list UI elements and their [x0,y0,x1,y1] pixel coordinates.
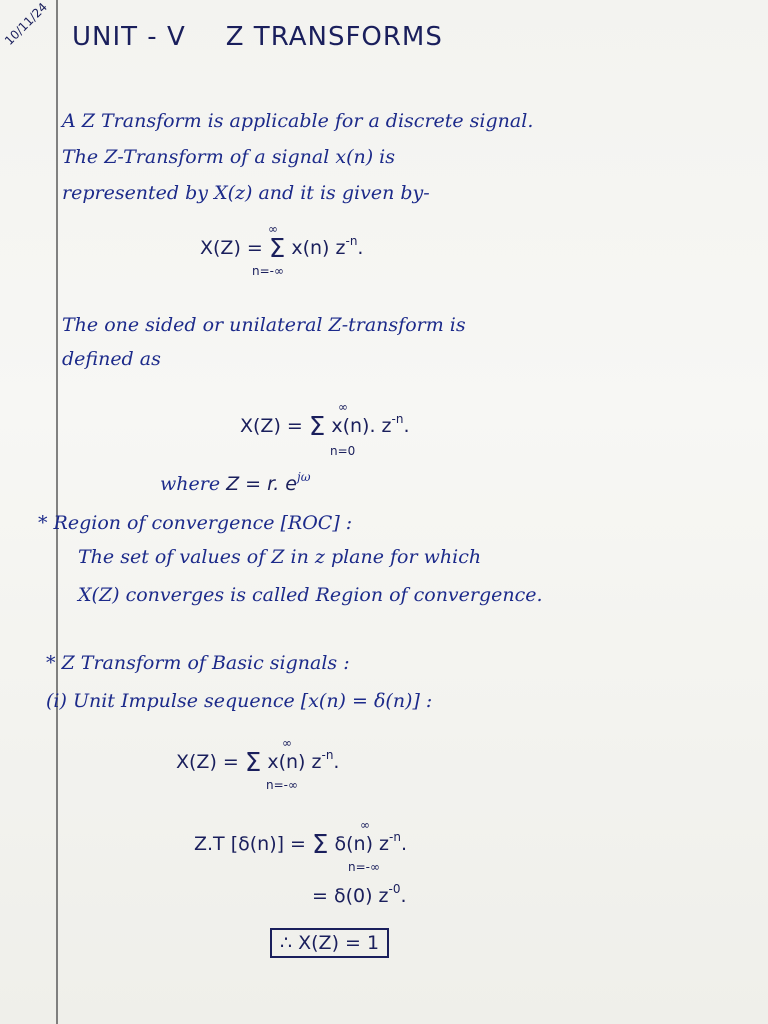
eq1-upper-limit: ∞ [268,222,278,236]
impulse-eq-2 [194,830,407,860]
eq2-upper-limit: ∞ [338,400,348,414]
eq1-exponent: -n [345,234,358,248]
eq1-end: . [357,237,364,259]
date-note: 10/11/24 [2,0,51,48]
eq2-exponent: -n [391,412,404,426]
eq5-text: = δ(0) z [312,885,389,907]
eq1-rhs: x(n) z [291,237,346,259]
eq2-rhs: x(n). z [331,415,392,437]
eq2-end: . [403,415,410,437]
eq3-rhs: x(n) z [267,751,322,773]
unit-label: UNIT - V [72,22,186,52]
where-exponent: jω [296,470,311,484]
eq5-end: . [400,885,407,907]
impulse-eq-1 [176,748,339,778]
eq4-rhs: δ(n) z [334,833,390,855]
eq3-lower-limit: n=-∞ [266,778,298,792]
topic-title: Z TRANSFORMS [225,22,443,52]
eq4-lhs: Z.T [δ(n)] = [194,833,306,855]
page-title [72,22,443,52]
eq1-lower-limit: n=-∞ [252,264,284,278]
unit-impulse-heading: (i) Unit Impulse sequence [x(n) = δ(n)] : [46,690,433,712]
eq1-sigma: Σ [268,234,286,264]
unilateral-line-2: defined as [62,348,161,370]
eq3-lhs: X(Z) = [176,751,239,773]
eq2-lower-limit: n=0 [330,444,356,458]
eq1-lhs: X(Z) = [200,237,263,259]
basic-signals-heading: * Z Transform of Basic signals : [46,652,350,674]
eq4-exponent: -n [389,830,401,844]
roc-line-2: X(Z) converges is called Region of convergence. [78,584,543,606]
intro-line-3: represented by X(z) and it is given by- [62,182,430,204]
eq4-end: . [400,833,408,855]
result-box: ∴ X(Z) = 1 [270,928,389,958]
intro-line-1: A Z Transform is applicable for a discrete signal. [62,110,534,132]
roc-line-1: The set of values of Z in z plane for which [78,546,482,568]
impulse-eq-3 [312,882,407,907]
eq3-end: . [333,751,340,773]
roc-heading: * Region of convergence [ROC] : [38,512,353,534]
eq3-upper-limit: ∞ [282,736,292,750]
eq2-lhs: X(Z) = [240,415,303,437]
eq3-exponent: -n [321,748,334,762]
unilateral-definition [240,412,410,442]
eq4-sigma: Σ [312,830,329,860]
eq4-upper-limit: ∞ [360,818,370,832]
eq4-lower-limit: n=-∞ [348,860,380,874]
intro-line-2: The Z-Transform of a signal x(n) is [62,146,396,168]
where-clause [160,470,311,495]
eq3-sigma: Σ [244,748,262,778]
where-expr: Z = r. e [226,473,297,495]
where-label: where [160,473,221,495]
eq5-exponent: -0 [388,882,401,896]
unilateral-line-1: The one sided or unilateral Z-transform is [62,314,466,336]
eq2-sigma: Σ [308,412,326,442]
z-transform-definition [200,234,363,264]
